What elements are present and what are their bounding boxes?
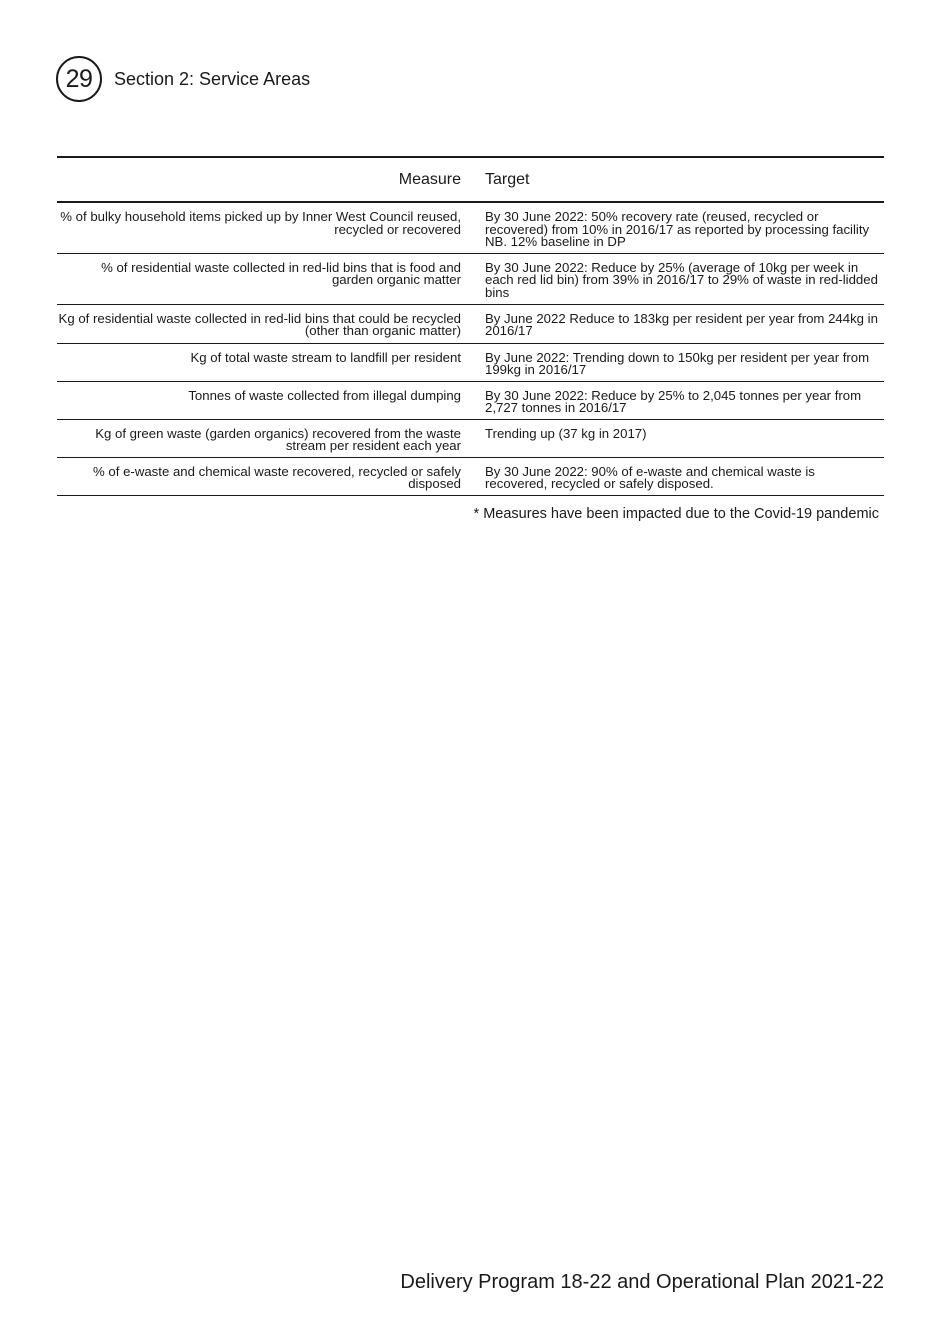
page-number: 29 — [65, 64, 93, 93]
target-column-header: Target — [485, 170, 530, 188]
table-row — [57, 381, 884, 419]
table-row — [57, 202, 884, 253]
target-cell: By June 2022: Trending down to 150kg per resident per year from 199kg in 2016/17 — [485, 349, 870, 377]
measure-cell: Tonnes of waste collected from illegal dumping — [188, 387, 461, 403]
target-cell: By 30 June 2022: 90% of e-waste and chemical waste is recovered, recycled or safely disposed. — [485, 463, 815, 491]
measure-cell: % of residential waste collected in red-lid bins that is food and garden organic matter — [101, 259, 461, 287]
table-row — [57, 419, 884, 457]
target-cell: By June 2022 Reduce to 183kg per resident per year from 244kg in 2016/17 — [485, 310, 878, 338]
measure-cell: Kg of total waste stream to landfill per resident — [190, 349, 461, 365]
column-gap — [461, 157, 485, 202]
target-cell: Trending up (37 kg in 2017) — [485, 425, 647, 441]
table-header-row — [57, 157, 884, 202]
measure-cell: % of e-waste and chemical waste recovered, recycled or safely disposed — [93, 463, 461, 491]
target-cell: By 30 June 2022: 50% recovery rate (reused, recycled or recovered) from 10% in 2016/17 as reported by processing facility NB. 12% baseline in DP — [485, 209, 870, 249]
table-row — [57, 457, 884, 495]
table-row — [57, 253, 884, 304]
document-title: Delivery Program 18-22 and Operational Plan 2021-22 — [400, 1271, 884, 1293]
measure-column-header: Measure — [398, 170, 461, 188]
measure-cell: Kg of green waste (garden organics) recovered from the waste stream per resident each year — [95, 425, 461, 453]
measure-cell: Kg of residential waste collected in red-lid bins that could be recycled (other than organic matter) — [58, 310, 461, 338]
measure-cell: % of bulky household items picked up by Inner West Council reused, recycled or recovered — [60, 209, 461, 237]
table-row — [57, 304, 884, 343]
table-row — [57, 343, 884, 381]
target-cell: By 30 June 2022: Reduce by 25% (average of 10kg per week in each red lid bin) from 39% in 2016/17 to 29% of waste in red-lidded bins — [485, 259, 878, 300]
measures-table — [57, 156, 884, 496]
target-cell: By 30 June 2022: Reduce by 25% to 2,045 tonnes per year from 2,727 tonnes in 2016/17 — [485, 387, 862, 415]
page-number-badge — [56, 56, 102, 102]
covid-footnote: * Measures have been impacted due to the Covid-19 pandemic — [473, 506, 879, 522]
section-title: Section 2: Service Areas — [114, 69, 311, 89]
